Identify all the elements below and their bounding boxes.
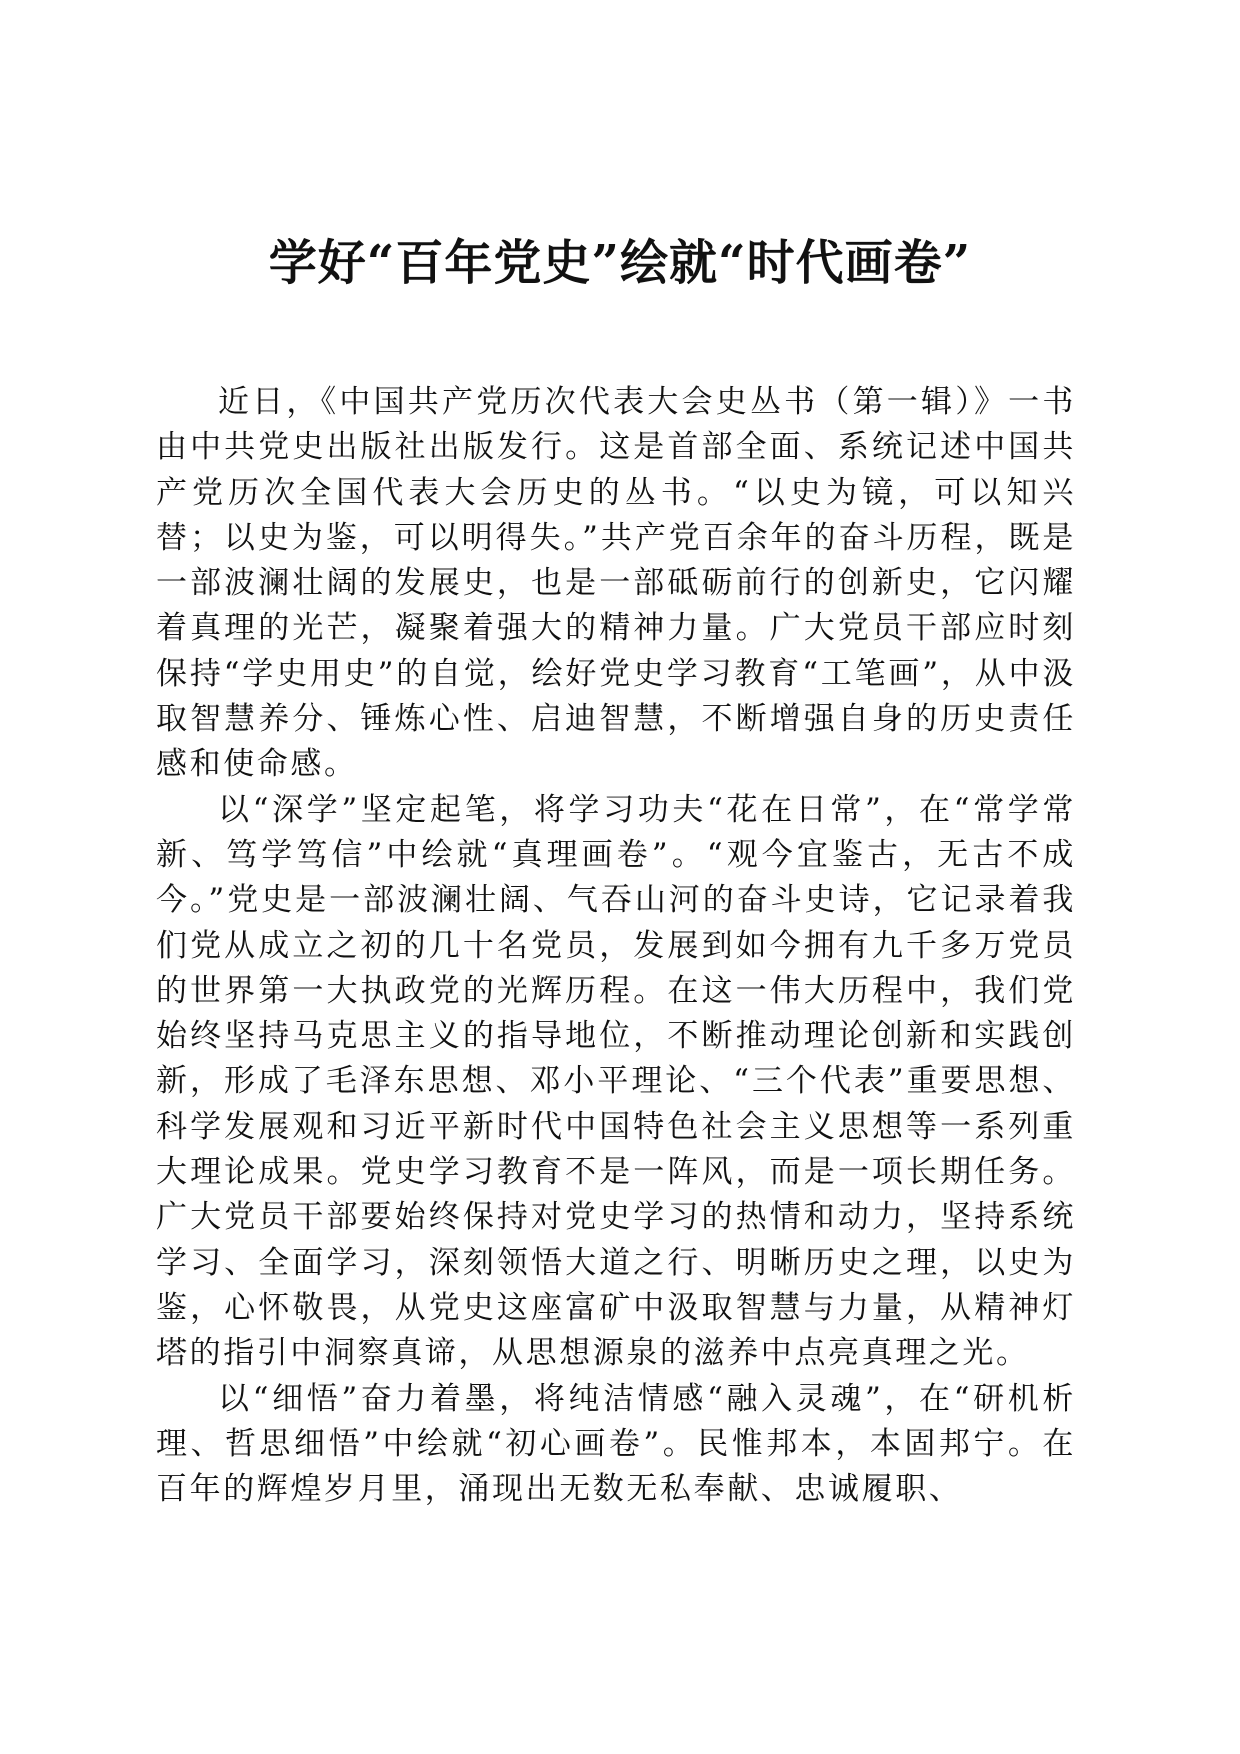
document-body — [156, 380, 1076, 1512]
paragraph-3: 以“细悟”奋力着墨，将纯洁情感“融入灵魂”，在“研机析理、哲思细悟”中绘就“初心画卷”。民惟邦本，本固邦宁。在百年的辉煌岁月里，涌现出无数无私奉献、忠诚履职、 — [156, 1380, 1076, 1508]
paragraph-1: 近日，《中国共产党历次代表大会史丛书（第一辑）》一书由中共党史出版社出版发行。这是首部全面、系统记述中国共产党历次全国代表大会历史的丛书。“以史为镜，可以知兴替；以史为鉴，可以明得失。”共产党百余年的奋斗历程，既是一部波澜壮阔的发展史，也是一部砥砺前行的创新史，它闪耀着真理的光芒，凝聚着强大的精神力量。广大党员干部应时刻保持“学史用史”的自觉，绘好党史学习教育“工笔画”，从中汲取智慧养分、锤炼心性、启迪智慧，不断增强自身的历史责任感和使命感。 — [156, 384, 1076, 783]
paragraph-2: 以“深学”坚定起笔，将学习功夫“花在日常”，在“常学常新、笃学笃信”中绘就“真理画卷”。“观今宜鉴古，无古不成今。”党史是一部波澜壮阔、气吞山河的奋斗史诗，它记录着我们党从成立之初的几十名党员，发展到如今拥有九千多万党员的世界第一大执政党的光辉历程。在这一伟大历程中，我们党始终坚持马克思主义的指导地位，不断推动理论创新和实践创新，形成了毛泽东思想、邓小平理论、“三个代表”重要思想、科学发展观和习近平新时代中国特色社会主义思想等一系列重大理论成果。党史学习教育不是一阵风，而是一项长期任务。广大党员干部要始终保持对党史学习的热情和动力，坚持系统学习、全面学习，深刻领悟大道之行、明晰历史之理，以史为鉴，心怀敬畏，从党史这座富矿中汲取智慧与力量，从精神灯塔的指引中洞察真谛，从思想源泉的滋养中点亮真理之光。 — [156, 791, 1076, 1372]
document-title: 学好“百年党史”绘就“时代画卷” — [268, 235, 972, 291]
